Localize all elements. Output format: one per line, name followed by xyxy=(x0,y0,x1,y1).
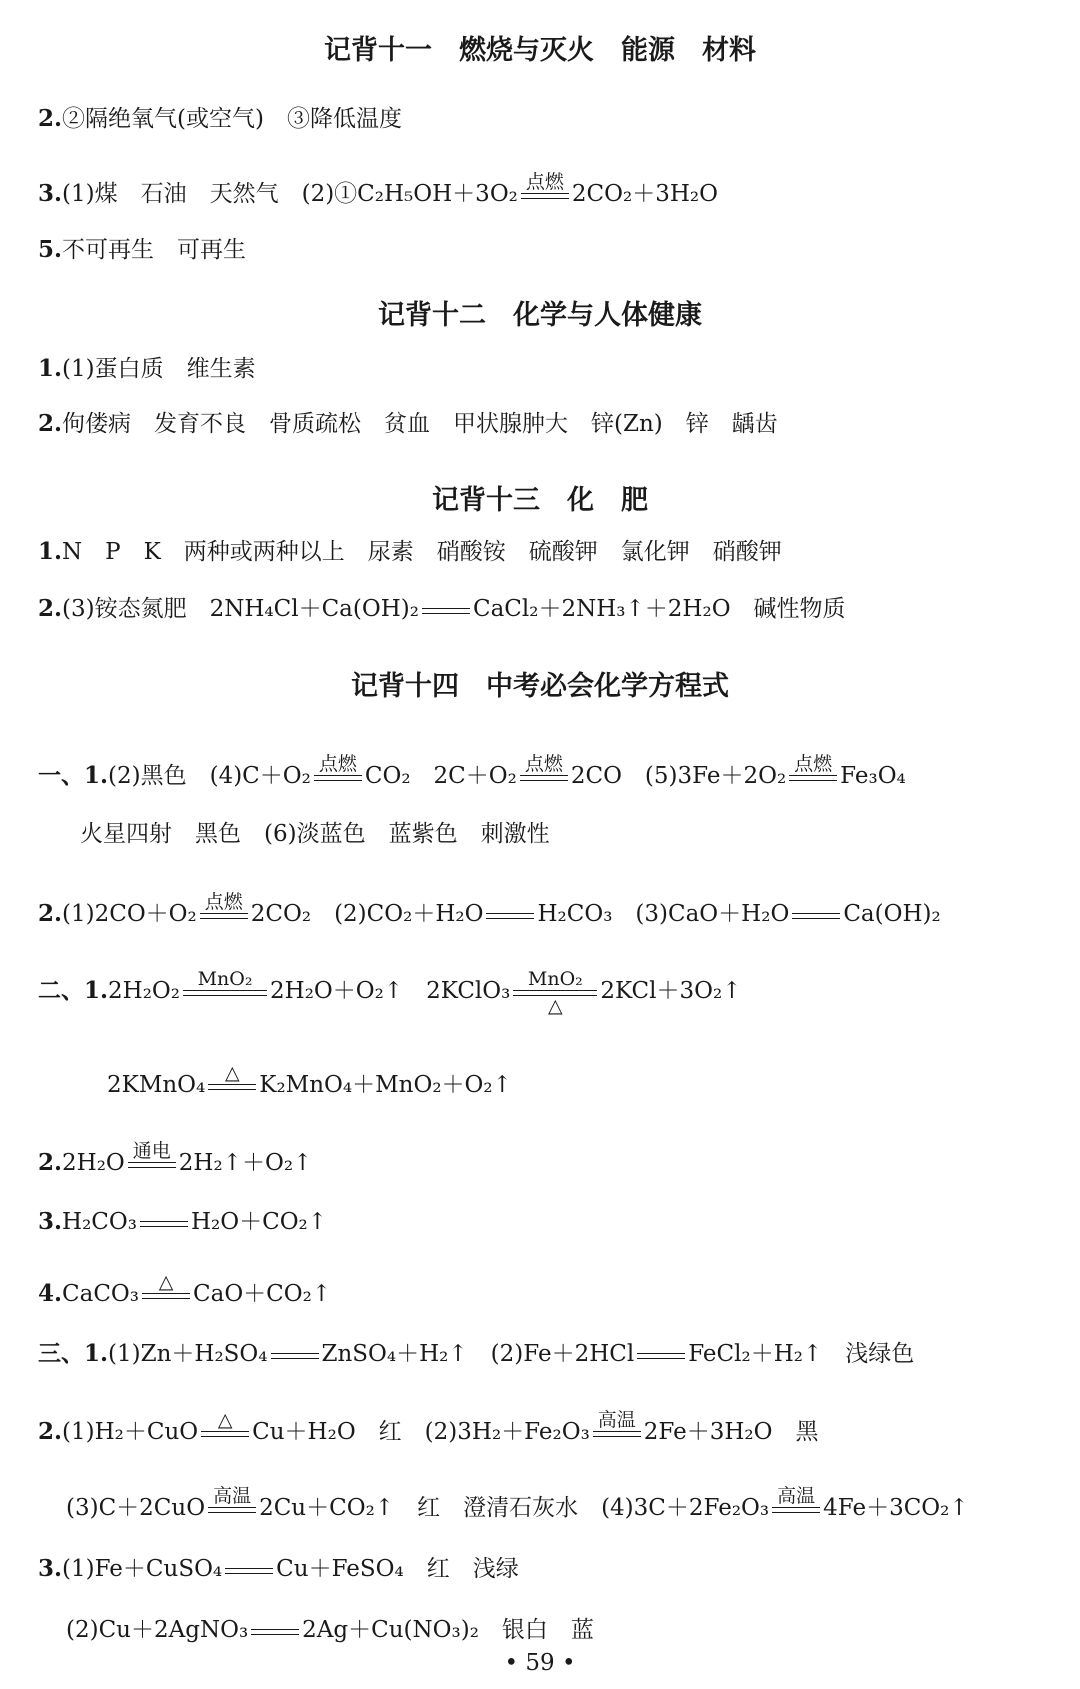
answer-text: 佝偻病 发育不良 骨质疏松 贫血 甲状腺肿大 锌(Zn) 锌 龋齿 xyxy=(62,411,778,437)
answer-line xyxy=(38,405,778,438)
reaction-condition: 点燃 xyxy=(204,891,243,914)
answer-text: CaCl₂＋2NH₃↑＋2H₂O 碱性物质 xyxy=(472,596,846,622)
item-number: 二、1. xyxy=(38,977,109,1004)
answer-text: Cu＋FeSO₄ 红 浅绿 xyxy=(276,1556,519,1582)
answer-text: H₂O＋CO₂↑ xyxy=(190,1209,328,1235)
reaction-equals-sign xyxy=(140,1212,188,1235)
reaction-equals-sign xyxy=(792,904,840,927)
section-title-14: 记背十四 中考必会化学方程式 xyxy=(351,671,729,702)
item-number: 3. xyxy=(38,1208,63,1235)
answer-text: N P K 两种或两种以上 尿素 硝酸铵 硫酸钾 氯化钾 硝酸钾 xyxy=(62,539,782,565)
reaction-equals-sign xyxy=(513,968,597,1017)
reaction-condition: 通电 xyxy=(132,1140,171,1163)
answer-text: CO₂ 2C＋O₂ xyxy=(364,763,517,789)
answer-line xyxy=(66,1611,594,1644)
reaction-condition: △ xyxy=(158,1271,174,1294)
reaction-equals-sign xyxy=(521,171,569,207)
answer-text: 2H₂O₂ xyxy=(108,978,181,1004)
reaction-equals-sign xyxy=(183,968,267,1004)
answer-line xyxy=(38,1271,332,1308)
item-number: 三、1. xyxy=(38,1340,109,1367)
answer-text: ZnSO₄＋H₂↑ (2)Fe＋2HCl xyxy=(321,1341,635,1367)
reaction-equals-sign xyxy=(637,1344,685,1367)
answer-text: (3)铵态氮肥 2NH₄Cl＋Ca(OH)₂ xyxy=(62,596,419,622)
answer-text: H₂CO₃ xyxy=(62,1209,137,1235)
answer-text: 2KMnO₄ xyxy=(107,1072,206,1098)
answer-line xyxy=(38,1409,819,1446)
answer-text: (1)Fe＋CuSO₄ xyxy=(62,1556,223,1582)
answer-text: CaO＋CO₂↑ xyxy=(193,1281,332,1307)
item-number: 2. xyxy=(38,410,63,437)
reaction-condition: 高温 xyxy=(213,1485,252,1508)
answer-text: CaCO₃ xyxy=(62,1281,140,1307)
reaction-equals-sign xyxy=(789,753,837,789)
answer-line xyxy=(107,1062,512,1099)
answer-line xyxy=(38,1335,914,1368)
reaction-equals-sign xyxy=(201,1409,249,1445)
answer-text: FeCl₂＋H₂↑ 浅绿色 xyxy=(688,1341,915,1367)
reaction-condition-under: △ xyxy=(548,994,563,1017)
reaction-condition: △ xyxy=(224,1062,240,1085)
answer-line xyxy=(38,231,246,264)
answer-line xyxy=(80,815,550,848)
answer-line xyxy=(38,753,906,790)
reaction-equals-sign xyxy=(520,753,568,789)
answer-text: Cu＋H₂O 红 (2)3H₂＋Fe₂O₃ xyxy=(252,1419,590,1445)
reaction-equals-sign xyxy=(128,1140,176,1176)
reaction-condition: 高温 xyxy=(777,1485,816,1508)
answer-text: H₂CO₃ (3)CaO＋H₂O xyxy=(537,901,790,927)
reaction-equals-sign xyxy=(772,1485,820,1521)
answer-line xyxy=(66,1485,969,1522)
answer-text: 2Ag＋Cu(NO₃)₂ 银白 蓝 xyxy=(302,1617,594,1643)
answer-text: (3)C＋2CuO xyxy=(66,1495,206,1521)
section-title-12: 记背十二 化学与人体健康 xyxy=(378,300,702,331)
item-number: 2. xyxy=(38,900,63,927)
reaction-condition: 点燃 xyxy=(318,753,357,776)
answer-text: 2H₂O xyxy=(62,1150,125,1176)
item-number: 2. xyxy=(38,105,63,132)
reaction-equals-sign xyxy=(225,1559,273,1582)
answer-text: (2)Cu＋2AgNO₃ xyxy=(66,1617,249,1643)
reaction-equals-sign xyxy=(271,1344,319,1367)
answer-line xyxy=(38,100,402,133)
answer-line xyxy=(38,968,742,1017)
answer-text: Ca(OH)₂ xyxy=(843,901,941,927)
reaction-equals-sign xyxy=(200,891,248,927)
answer-text: ②隔绝氧气(或空气) ③降低温度 xyxy=(62,106,402,132)
answer-text: 2CO (5)3Fe＋2O₂ xyxy=(570,763,787,789)
answer-text: 2KCl＋3O₂↑ xyxy=(600,978,742,1004)
answer-text: 不可再生 可再生 xyxy=(62,237,247,263)
reaction-condition: 点燃 xyxy=(524,753,563,776)
reaction-equals-sign xyxy=(251,1620,299,1643)
answer-text: 2H₂↑＋O₂↑ xyxy=(178,1150,313,1176)
reaction-condition: 点燃 xyxy=(794,753,833,776)
answer-text: 2CO₂ (2)CO₂＋H₂O xyxy=(250,901,484,927)
answer-text: 火星四射 黑色 (6)淡蓝色 蓝紫色 刺激性 xyxy=(80,821,550,847)
answer-text: 2H₂O＋O₂↑ 2KClO₃ xyxy=(270,978,511,1004)
reaction-equals-sign xyxy=(422,599,470,622)
answer-line xyxy=(38,1550,519,1583)
answer-text: (2)黑色 (4)C＋O₂ xyxy=(108,763,311,789)
answer-text: 2CO₂＋3H₂O xyxy=(571,181,718,207)
section-title-13: 记背十三 化 肥 xyxy=(432,485,648,516)
answer-text: Fe₃O₄ xyxy=(840,763,906,789)
answer-text: (1)2CO＋O₂ xyxy=(62,901,197,927)
answer-text: 2Fe＋3H₂O 黑 xyxy=(643,1419,819,1445)
item-number: 3. xyxy=(38,180,63,207)
section-title-11: 记背十一 燃烧与灭火 能源 材料 xyxy=(324,35,756,66)
reaction-equals-sign xyxy=(593,1409,641,1445)
item-number: 1. xyxy=(38,355,63,382)
answer-line xyxy=(38,1140,313,1177)
item-number: 2. xyxy=(38,1418,63,1445)
reaction-equals-sign xyxy=(142,1271,190,1307)
reaction-equals-sign xyxy=(208,1485,256,1521)
reaction-equals-sign xyxy=(486,904,534,927)
answer-line xyxy=(38,891,941,928)
reaction-equals-sign xyxy=(314,753,362,789)
answer-text: 2Cu＋CO₂↑ 红 澄清石灰水 (4)3C＋2Fe₂O₃ xyxy=(259,1495,770,1521)
page-number: • 59 • xyxy=(504,1650,576,1676)
reaction-condition: MnO₂ xyxy=(527,968,583,991)
item-number: 2. xyxy=(38,595,63,622)
item-number: 4. xyxy=(38,1280,63,1307)
answer-line xyxy=(38,350,256,383)
reaction-condition: △ xyxy=(217,1409,233,1432)
answer-line xyxy=(38,171,718,208)
item-number: 一、1. xyxy=(38,762,109,789)
reaction-condition: 点燃 xyxy=(525,171,564,194)
reaction-condition: 高温 xyxy=(597,1409,636,1432)
reaction-condition: MnO₂ xyxy=(197,968,253,991)
item-number: 3. xyxy=(38,1555,63,1582)
item-number: 1. xyxy=(38,538,63,565)
answer-text: (1)Zn＋H₂SO₄ xyxy=(108,1341,268,1367)
answer-text: 4Fe＋3CO₂↑ xyxy=(823,1495,969,1521)
answer-line xyxy=(38,590,846,623)
answer-text: (1)蛋白质 维生素 xyxy=(62,356,256,382)
reaction-equals-sign xyxy=(208,1062,256,1098)
answer-line xyxy=(38,1203,327,1236)
answer-text: K₂MnO₄＋MnO₂＋O₂↑ xyxy=(259,1072,512,1098)
item-number: 2. xyxy=(38,1149,63,1176)
answer-text: (1)煤 石油 天然气 (2)①C₂H₅OH＋3O₂ xyxy=(62,181,518,207)
answer-line xyxy=(38,533,782,566)
item-number: 5. xyxy=(38,236,63,263)
answer-text: (1)H₂＋CuO xyxy=(62,1419,199,1445)
